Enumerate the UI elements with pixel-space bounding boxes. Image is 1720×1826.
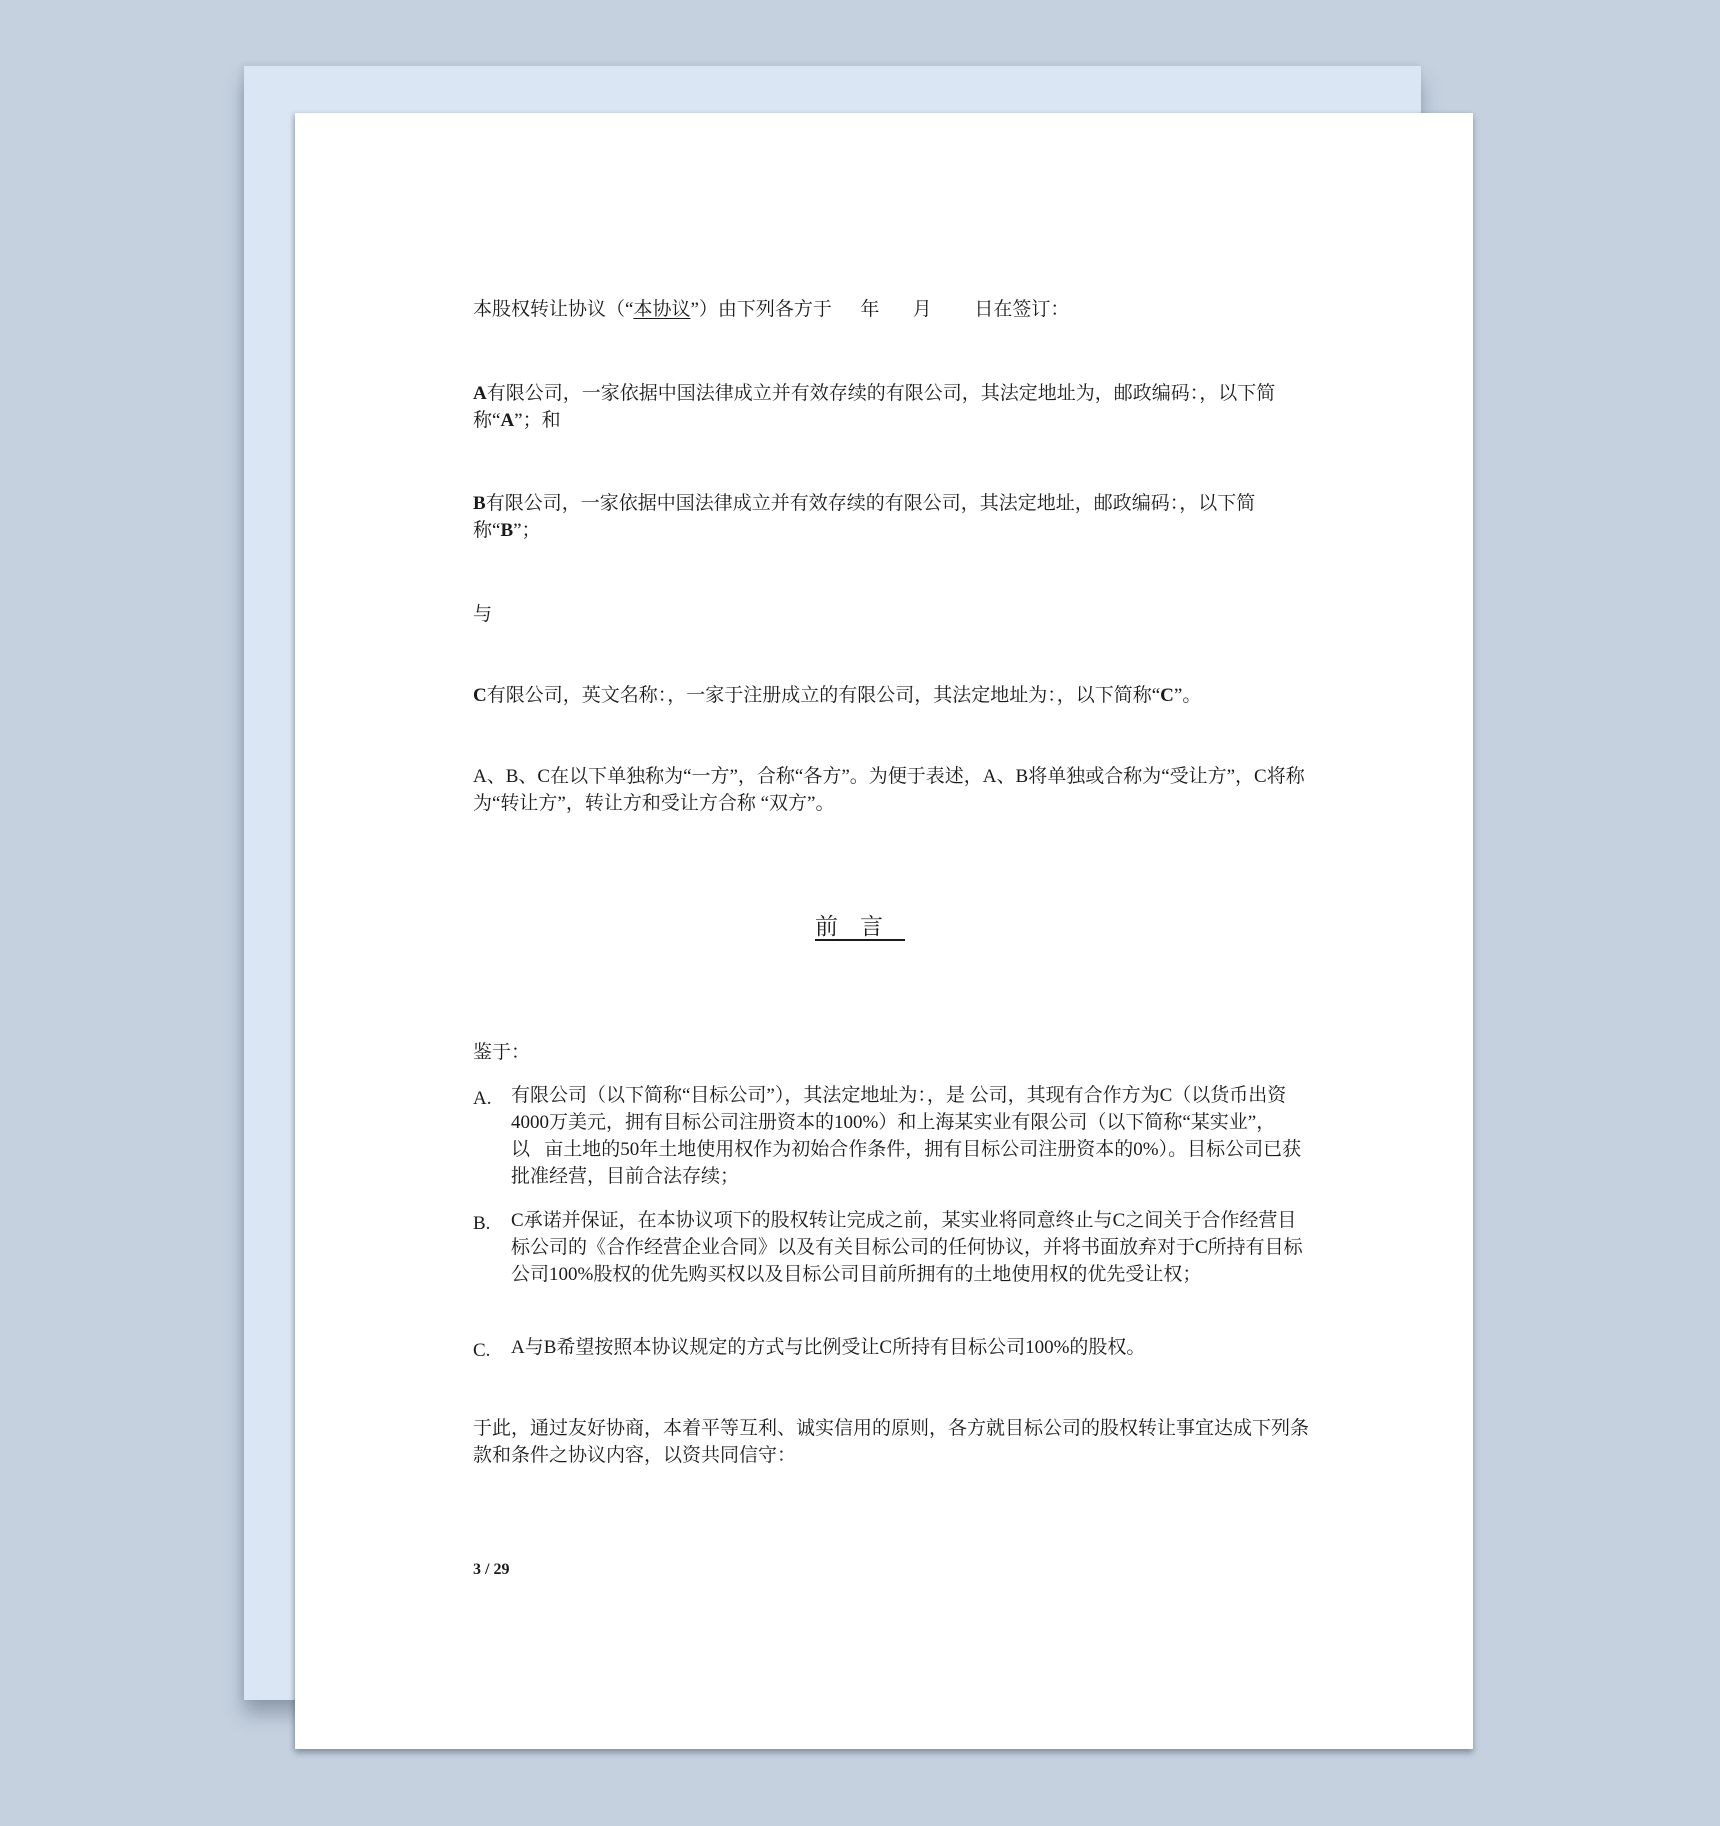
party-b-end: ”； [513,520,541,541]
party-b-text: 有限公司，一家依据中国法律成立并有效存续的有限公司，其法定地址，邮政编码：，以下简称“ [473,493,1256,541]
party-c-end: ”。 [1173,685,1202,706]
party-b-short: B [500,520,514,541]
recital-marker: B. [473,1213,491,1234]
party-a-short: A [500,410,515,431]
party-c-paragraph [473,682,1313,709]
defined-term-agreement: 本协议 [633,299,691,320]
party-c-short: C [1160,685,1174,706]
conjunction-text: 与 [473,604,493,625]
recital-marker: A. [473,1088,492,1109]
whereas-label: 鉴于： [473,1042,531,1063]
party-a-text: 有限公司，一家依据中国法律成立并有效存续的有限公司，其法定地址为，邮政编码：，以下简称“ [473,383,1276,431]
party-c-text: 有限公司，英文名称：，一家于注册成立的有限公司，其法定地址为：，以下简称“ [486,685,1161,706]
recital-text: A与B希望按照本协议规定的方式与比例受让C所持有目标公司100%的股权。 [511,1337,1146,1358]
document-page [295,113,1473,1749]
recital-text: 有限公司（以下简称“目标公司”），其法定地址为：，是 公司，其现有合作方为C（以货币出资4000万美元，拥有目标公司注册资本的100%）和上海某实业有限公司（以下简称“某实业”，以 亩土地的50年土地使用权作为初始合作条件，拥有目标公司注册资本的0%）。目标公司已获批准经营，目前合法存续； [511,1085,1302,1187]
intro-prefix: 本股权转让协议（“ [473,299,634,320]
party-b-name: B [473,493,486,514]
intro-paragraph [473,296,1313,323]
closing-paragraph: 于此，通过友好协商，本着平等互利、诚实信用的原则，各方就目标公司的股权转让事宜达成下列条款和条件之协议内容，以资共同信守： [473,1418,1310,1466]
party-a-name: A [473,383,487,404]
party-c-name: C [473,685,487,706]
page-number: 3 / 29 [473,1561,510,1578]
party-b-paragraph [473,490,1313,544]
recital-marker: C. [473,1340,491,1361]
party-a-paragraph [473,380,1313,434]
intro-suffix: ”）由下列各方于 年 月 日在签订： [690,299,1070,320]
party-a-end: ”；和 [514,410,561,431]
preamble-heading-text: 前言 [815,914,905,939]
recital-text: C承诺并保证，在本协议项下的股权转让完成之前，某实业将同意终止与C之间关于合作经营目标公司的《合作经营企业合同》以及有关目标公司的任何协议，并将书面放弃对于C所持有目标公司100%股权的优先购买权以及目标公司目前所拥有的土地使用权的优先受让权； [511,1210,1303,1285]
definitions-paragraph: A、B、C在以下单独称为“一方”，合称“各方”。为便于表述，A、B将单独或合称为“受让方”，C将称为“转让方”，转让方和受让方合称 “双方”。 [473,766,1305,814]
preamble-heading [473,913,905,940]
